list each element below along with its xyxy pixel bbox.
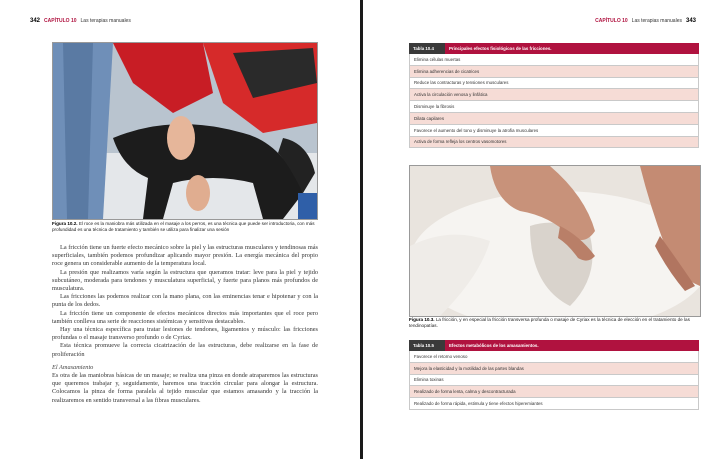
table-row: Elimina células muertas <box>409 54 699 66</box>
figure-10-2-photo <box>52 42 318 220</box>
table-10-4-number: Tabla 10.4 <box>409 43 445 54</box>
table-row: Realizado de forma rápida, estimula y tiene efectos hiperemiantes <box>409 398 699 410</box>
right-page-number: 343 <box>685 18 696 24</box>
table-10-5-header <box>409 340 699 351</box>
table-10-4-title: Principales efectos fisiológicos de las fricciones. <box>445 43 699 54</box>
table-10-4-header <box>409 43 699 54</box>
figure-10-2-text: El roce es la maniobra más utilizada en el masaje a los perros, es una técnica que puede ser introductoria, con más profundidad es una técnica de tratamiento y también se utiliza para finalizar una sesión <box>52 221 315 232</box>
cyriax-massage-photo-illustration <box>410 166 700 316</box>
paragraph-3: Las fricciones las podemos realizar con la mano plana, con las eminencias tenar e hipotenar y con la punta de los dedos. <box>52 293 318 309</box>
table-10-4 <box>409 43 699 148</box>
section-paragraph: Es otra de las maniobras básicas de un masaje; se realiza una pinza en donde atraparemos las estructuras que queremos trabajar y, seguidamente, haremos una tracción circular para alongar la estructura. Colocamos la pinza de forma paralela al tejido muscular que estamos amasando y la tracción la realizaremos en sentido transversal a las fibras musculares. <box>52 372 318 404</box>
left-running-header <box>30 18 131 24</box>
table-row: Favorece el retorno venoso <box>409 351 699 363</box>
paragraph-4: La fricción tiene un componente de efectos mecánicos directos más importantes que el roce pero también conlleva una serie de reacciones sistémicas y sensitivas destacables. <box>52 309 318 325</box>
table-10-5-title: Efectos metabólicos de los amasamientos. <box>445 340 699 351</box>
left-body-text <box>52 244 318 405</box>
paragraph-2: La presión que realizamos varía según la estructura que queramos tratar: leve para la piel y tejido subcutáneo, moderada para tendones y musculatura superficial, y fuerte para planos más profundos de musculatura. <box>52 268 318 293</box>
figure-10-2-caption <box>52 221 316 233</box>
table-row: Realizado de forma lenta, calma y descontracturada <box>409 386 699 398</box>
figure-10-3-text: La fricción, y en especial la fricción transversa profunda o masaje de Cyriax es la técnica de elección en el tratamiento de las tendinopatías. <box>409 317 690 328</box>
paragraph-5: Hay una técnica específica para tratar lesiones de tendones, ligamentos y músculo: las fricciones profundas o el masaje transverso profundo o de Cyriax. <box>52 326 318 342</box>
left-page-number: 342 <box>30 18 41 24</box>
table-row: Mejora la elasticidad y la motilidad de las partes blandas <box>409 363 699 375</box>
table-row: Activa la circulación venosa y linfática <box>409 89 699 101</box>
section-heading-amasamiento: El Amasamiento <box>52 363 94 371</box>
left-chapter-label: CAPÍTULO 10 <box>44 18 77 24</box>
table-10-5-number: Tabla 10.5 <box>409 340 445 351</box>
table-row: Favorece el aumento del tono y disminuye la atrofia musculares <box>409 125 699 137</box>
right-chapter-label: CAPÍTULO 10 <box>595 18 628 24</box>
right-chapter-title: Las terapias manuales <box>631 18 682 24</box>
paragraph-6: Esta técnica promueve la correcta cicatrización de las estructuras, debe realizarse en la fase de proliferación <box>52 342 318 358</box>
figure-10-3-photo <box>409 165 701 317</box>
table-10-5 <box>409 340 699 410</box>
paragraph-1: La fricción tiene un fuerte efecto mecánico sobre la piel y las estructuras musculares y tendinosas más superficiales, también podemos profundizar aplicando mayor presión. La energía mecánica del propio roce genera un considerable aumento de la temperatura local. <box>52 244 318 268</box>
figure-10-3-label: Figura 10.3. <box>409 317 435 322</box>
left-chapter-title: Las terapias manuales <box>80 18 131 24</box>
table-row: Activa de forma refleja los centros vasomotores <box>409 137 699 149</box>
figure-10-2-label: Figura 10.2. <box>52 221 78 226</box>
right-page <box>363 0 718 459</box>
table-row: Elimina adherencias de cicatrices <box>409 66 699 78</box>
table-row: Reduce las contracturas y tensiones musculares <box>409 78 699 90</box>
table-row: Dilata capilares <box>409 113 699 125</box>
figure-10-3-caption <box>409 317 699 329</box>
dog-massage-photo-illustration <box>53 43 317 219</box>
table-row: Disminuye la fibrosis <box>409 101 699 113</box>
right-running-header <box>595 18 696 24</box>
table-row: Elimina toxinas <box>409 375 699 387</box>
